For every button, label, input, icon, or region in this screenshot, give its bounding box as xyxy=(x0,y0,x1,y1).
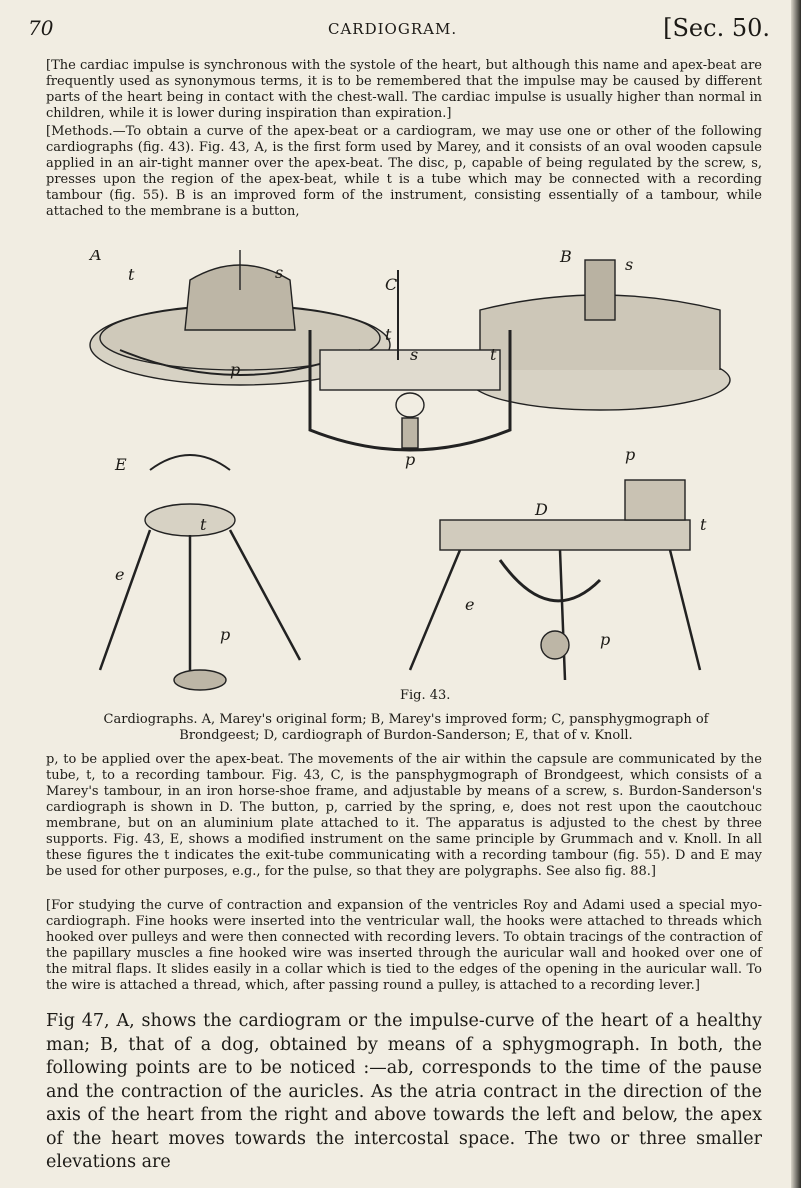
label-E-e: e xyxy=(115,565,125,584)
label-B: B xyxy=(560,250,572,266)
label-D: D xyxy=(535,500,548,519)
label-C-s: s xyxy=(410,345,419,364)
figure-43-illustration xyxy=(80,250,740,710)
page-header xyxy=(28,8,788,48)
label-B-s: s xyxy=(625,255,634,274)
label-C: C xyxy=(385,275,398,294)
label-D-e: e xyxy=(465,595,475,614)
label-A-s: s xyxy=(275,263,284,282)
page-number: 70 xyxy=(28,16,54,40)
section-number: [Sec. 50. xyxy=(663,14,770,42)
label-E-p: p xyxy=(220,625,231,644)
continuation-paragraph: p, to be applied over the apex-beat. The movements of the air within the capsule are communicated by the tube, t, to a recording tambour. Fig. 43, C, is the pansphygmograph of Brondgeest, which consists of a Marey's tambour, in an iron horse-shoe frame, and adjustable by means of a screw, s. Burdon-Sanderson's cardiograph is shown in D. The button, p, carried by the spring, e, does not rest upon the caoutchouc membrane, but on an aluminium plate attached to it. The apparatus is adjusted to the chest by three supports. Fig. 43, E, shows a modified instrument on the same principle by Grummach and v. Knoll. In all these figures the t indicates the exit-tube communicating with a recording tambour (fig. 55). D and E may be used for other purposes, e.g., for the pulse, so that they are polygraphs. See also fig. 88.] xyxy=(46,752,762,879)
label-B-p: p xyxy=(625,445,636,464)
methods-paragraph: [Methods.—To obtain a curve of the apex-beat or a cardiogram, we may use one or other of the following cardiographs (fig. 43). Fig. 43, A, is the first form used by Marey, and it consists of an oval wooden capsule applied in an air-tight manner over the apex-beat. The disc, p, capable of being regulated by the screw, s, presses upon the region of the apex-beat, while t is a tube which may be connected with a recording tambour (fig. 55). B is an improved form of the instrument, consisting essentially of a tambour, while attached to the membrane is a button, xyxy=(46,124,762,219)
main-paragraph: Fig 47, A, shows the cardiogram or the impulse-curve of the heart of a healthy man; B, that of a dog, obtained by means of a sphygmograph. In both, the following points are to be noticed :—ab, corresponds to the time of the pause and the contraction of the auricles. As the atria contract in the direction of the axis of the heart from the right and above towards the left and below, the apex of the heart moves towards the intercostal space. The two or three smaller elevations are xyxy=(46,1011,762,1172)
label-E-t: t xyxy=(200,515,207,534)
figure-caption: Cardiographs. A, Marey's original form; B, Marey's improved form; C, pansphygmograph of Brondgeest; D, cardiograph of Burdon-Sanderson; E, that of v. Knoll. xyxy=(103,712,709,743)
label-C-t: t xyxy=(385,325,392,344)
label-A-t: t xyxy=(128,265,135,284)
running-title: CARDIOGRAM. xyxy=(328,20,458,38)
label-A-p: p xyxy=(230,360,241,379)
page-edge-shadow xyxy=(791,0,801,1188)
label-D-t: t xyxy=(700,515,707,534)
label-D-p: p xyxy=(600,630,611,649)
label-B-t: t xyxy=(490,345,497,364)
cardiograph-drawings xyxy=(80,250,740,710)
label-A: A xyxy=(90,250,102,264)
label-E: E xyxy=(115,455,127,474)
study-paragraph: [For studying the curve of contraction and expansion of the ventricles Roy and Adami used a special myo-cardiograph. Fine hooks were inserted into the ventricular wall, the hooks were attached to threads which hooked over pulleys and were then connected with recording levers. To obtain tracings of the contraction of the papillary muscles a fine hooked wire was inserted through the auricular wall and hooked over one of the mitral flaps. It slides easily in a collar which is tied to the edges of the opening in the auricular wall. To the wire is attached a thread, which, after passing round a pulley, is attached to a recording lever.] xyxy=(46,898,762,993)
label-C-p: p xyxy=(405,450,416,469)
figure-number: Fig. 43. xyxy=(400,688,451,703)
intro-paragraph: [The cardiac impulse is synchronous with the systole of the heart, but although this name and apex-beat are frequently used as synonymous terms, it is to be remembered that the impulse may be caused by different parts of the heart being in contact with the chest-wall. The cardiac impulse is usually higher than normal in children, while it is lower during inspiration than expiration.] xyxy=(46,58,762,121)
